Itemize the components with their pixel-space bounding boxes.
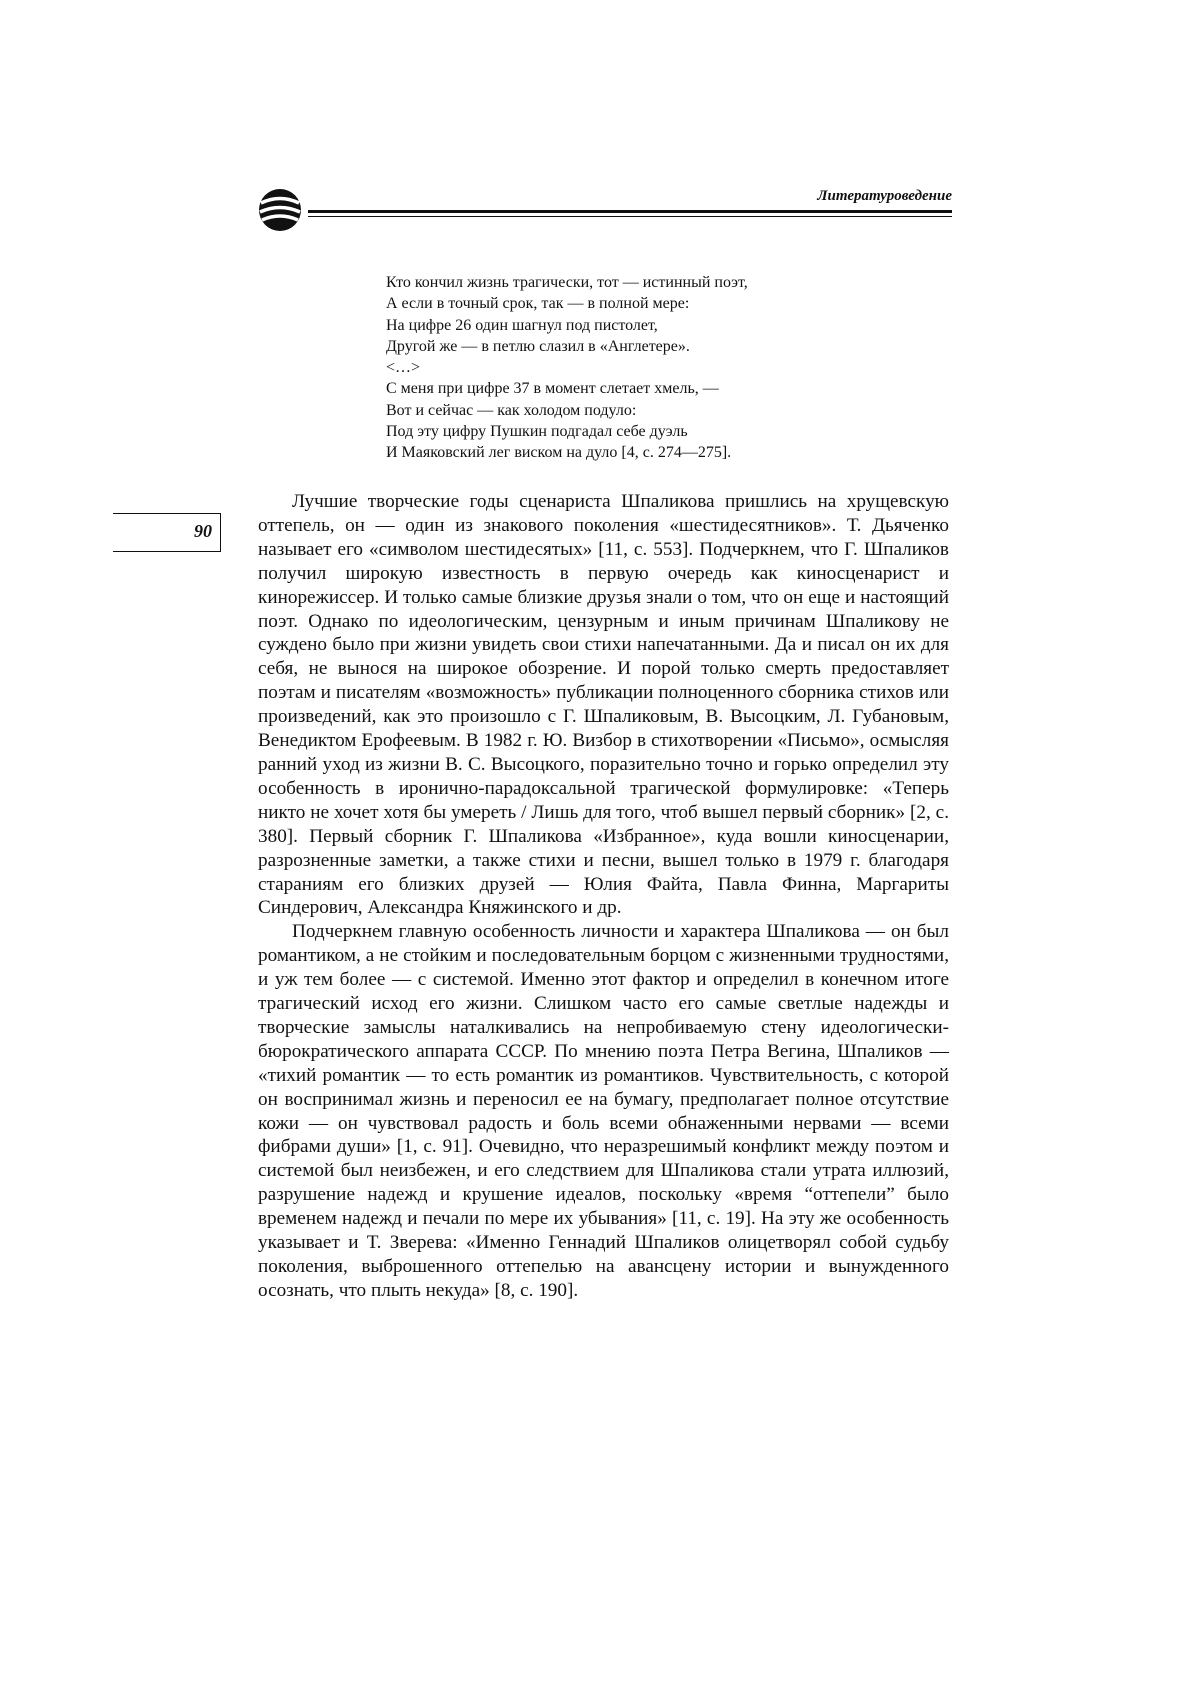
page-number: 90 [194, 521, 212, 541]
poem-line: <…> [386, 359, 421, 377]
paragraph: Подчеркнем главную особенность личности и характера Шпаликова — он был романтиком, а не стойким и последовательным борцом с жизненными трудностями, и уж тем более — с системой. Именно этот фактор и определил в конечном итоге трагический исход его жизни. Слишком часто его самые светлые надежды и творческие замыслы наталкивались на непробиваемую стену идеологически-бюрократического аппарата СССР. По мнению поэта Петра Вегина, Шпаликов — «тихий романтик — то есть романтик из романтиков. Чувствительность, с которой он воспринимал жизнь и переносил ее на бумагу, предполагает полное отсутствие кожи — он чувствовал радость и боль всеми обнаженными нервами — всеми фибрами души» [1, с. 91]. Очевидно, что неразрешимый конфликт между поэтом и системой был неизбежен, и его следствием для Шпаликова стали утрата иллюзий, разрушение надежд и крушение идеалов, поскольку «время “оттепели” было временем надежд и печали по мере их убывания» [11, с. 19]. На эту же особенность указывает и Т. Зверева: «Именно Геннадий Шпаликов олицетворял собой судьбу поколения, выброшенного оттепелью на авансцену истории и вынужденного осознать, что плыть некуда» [8, с. 190]. [258, 921, 949, 1301]
poem-line: А если в точный срок, так — в полной мере: [386, 295, 690, 313]
poem-line: На цифре 26 один шагнул под пистолет, [386, 316, 658, 334]
poem-line: С меня при цифре 37 в момент слетает хмель, — [386, 380, 719, 398]
poem-line: И Маяковский лег виском на дуло [4, с. 274—275]. [386, 444, 732, 462]
journal-logo-icon [256, 186, 304, 234]
header-rule-thin [308, 216, 952, 217]
body-text [258, 490, 949, 1303]
running-header [256, 186, 952, 234]
poem-epigraph [386, 272, 926, 464]
page-number-box [113, 513, 221, 552]
poem-line: Под эту цифру Пушкин подгадал себе дуэль [386, 423, 688, 441]
paragraph: Лучшие творческие годы сценариста Шпаликова пришлись на хрущевскую оттепель, он — один из знакового поколения «шестидесятников». Т. Дьяченко называет его «символом шестидесятых» [11, с. 553]. Подчеркнем, что Г. Шпаликов получил широкую известность в первую очередь как киносценарист и кинорежиссер. И только самые близкие друзья знали о том, что он еще и настоящий поэт. Однако по идеологическим, цензурным и иным причинам Шпаликову не суждено было при жизни увидеть свои стихи напечатанными. Да и писал он их для себя, не вынося на широкое обозрение. И порой только смерть предоставляет поэтам и писателям «возможность» публикации полноценного сборника стихов или произведений, как это произошло с Г. Шпаликовым, В. Высоцким, Л. Губановым, Венедиктом Ерофеевым. В 1982 г. Ю. Визбор в стихотворении «Письмо», осмысляя ранний уход из жизни В. С. Высоцкого, поразительно точно и горько определил эту особенность в иронично-парадоксальной трагической формулировке: «Теперь никто не хочет хотя бы умереть / Лишь для того, чтоб вышел первый сборник» [2, с. 380]. Первый сборник Г. Шпаликова «Избранное», куда вошли киносценарии, разрозненные заметки, а также стихи и песни, вышел только в 1979 г. благодаря стараниям его близких друзей — Юлия Файта, Павла Финна, Маргариты Синдерович, Александра Княжинского и др. [258, 491, 949, 919]
header-rule-thick [308, 210, 952, 213]
poem-line: Другой же — в петлю слазил в «Англетере». [386, 337, 690, 355]
poem-line: Кто кончил жизнь трагически, тот — истинный поэт, [386, 274, 748, 291]
section-title: Литературоведение [817, 188, 952, 204]
poem-line: Вот и сейчас — как холодом подуло: [386, 401, 637, 419]
